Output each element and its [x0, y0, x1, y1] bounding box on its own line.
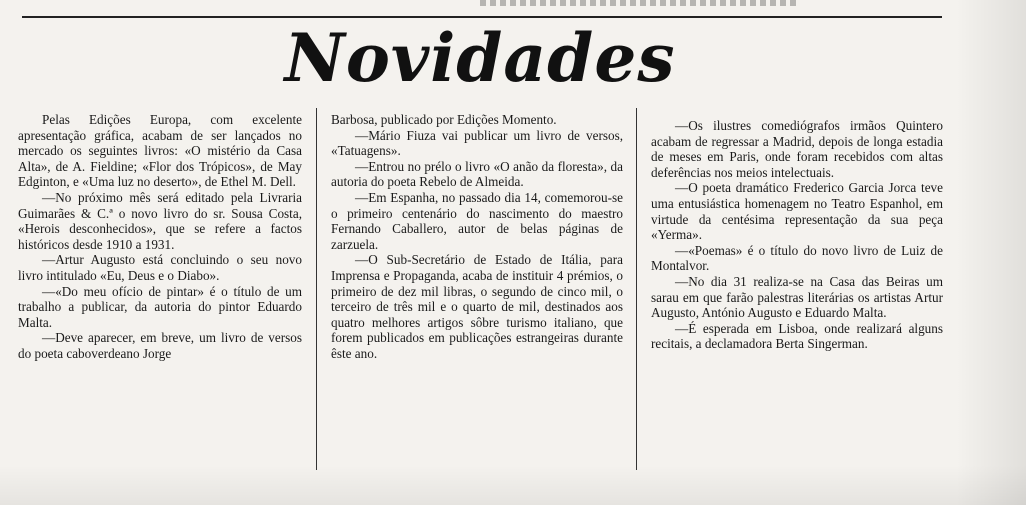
paragraph: —Os ilustres comediógrafos irmãos Quintero acabam de regressar a Madrid, depois de longa estadia de meses em Paris, onde foram recebidos com altas deferências nos meios intelectuais. — [651, 118, 943, 180]
paragraph: —Mário Fiuza vai publicar um livro de versos, «Tatuagens». — [331, 127, 623, 159]
page-bottom-shadow — [0, 465, 1026, 505]
page-title: Novidades — [284, 19, 676, 97]
paragraph: —O Sub-Secretário de Estado de Itália, para Imprensa e Propaganda, acaba de instituir 4 prémios, o primeiro de dez mil libras, o segundo de cinco mil, o terceiro de três mil e o quarto de mil, destinados aos quatro melhores artigos sôbre turismo italiano, que forem publicados em publicações estrangeiras durante êste ano. — [331, 252, 623, 361]
paragraph: —Entrou no prélo o livro «O anão da floresta», da autoria do poeta Rebelo de Almeida. — [331, 158, 623, 190]
column-1 — [18, 112, 302, 362]
paragraph: —O poeta dramático Frederico Garcia Jorca teve uma entusiástica homenagem no Teatro Espanhol, em virtude da centésima representação da sua peça «Yerma». — [651, 180, 943, 243]
page-edge-shadow — [956, 0, 1026, 505]
column-2 — [331, 112, 623, 362]
paragraph: —É esperada em Lisboa, onde realizará alguns recitais, a declamadora Berta Singerman. — [651, 320, 943, 352]
column-divider — [636, 108, 637, 470]
paragraph: Pelas Edições Europa, com excelente apresentação gráfica, acabam de ser lançados no mercado os seguintes livros: «O mistério da Casa Alta», de A. Fieldine; «Flor dos Trópicos», de May Edginton, e «Uma luz no deserto», de Ethel M. Dell. — [18, 112, 302, 190]
paragraph: —«Do meu ofício de pintar» é o título de um trabalho a publicar, da autoria do pintor Eduardo Malta. — [18, 283, 302, 330]
paragraph: —Em Espanha, no passado dia 14, comemorou-se o primeiro centenário do nascimento do maestro Fernando Caballero, autor de belas páginas de zarzuela. — [331, 189, 623, 252]
paragraph: —No próximo mês será editado pela Livraria Guimarães & C.ª o novo livro do sr. Sousa Costa, «Herois desconhecidos», que se refere a factos históricos desde 1910 a 1931. — [18, 189, 302, 252]
paragraph: Barbosa, publicado por Edições Momento. — [331, 112, 557, 127]
cropped-header-text — [480, 0, 800, 6]
paragraph: —No dia 31 realiza-se na Casa das Beiras um sarau em que farão palestras literárias os artistas Artur Augusto, António Augusto e Eduardo Malta. — [651, 273, 943, 321]
column-3 — [651, 118, 943, 352]
column-divider — [316, 108, 317, 470]
paragraph: —«Poemas» é o título do novo livro de Luiz de Montalvor. — [651, 242, 943, 274]
paragraph: —Artur Augusto está concluindo o seu novo livro intitulado «Eu, Deus e o Diabo». — [18, 252, 302, 283]
paragraph: —Deve aparecer, em breve, um livro de versos do poeta caboverdeano Jorge — [18, 330, 302, 361]
